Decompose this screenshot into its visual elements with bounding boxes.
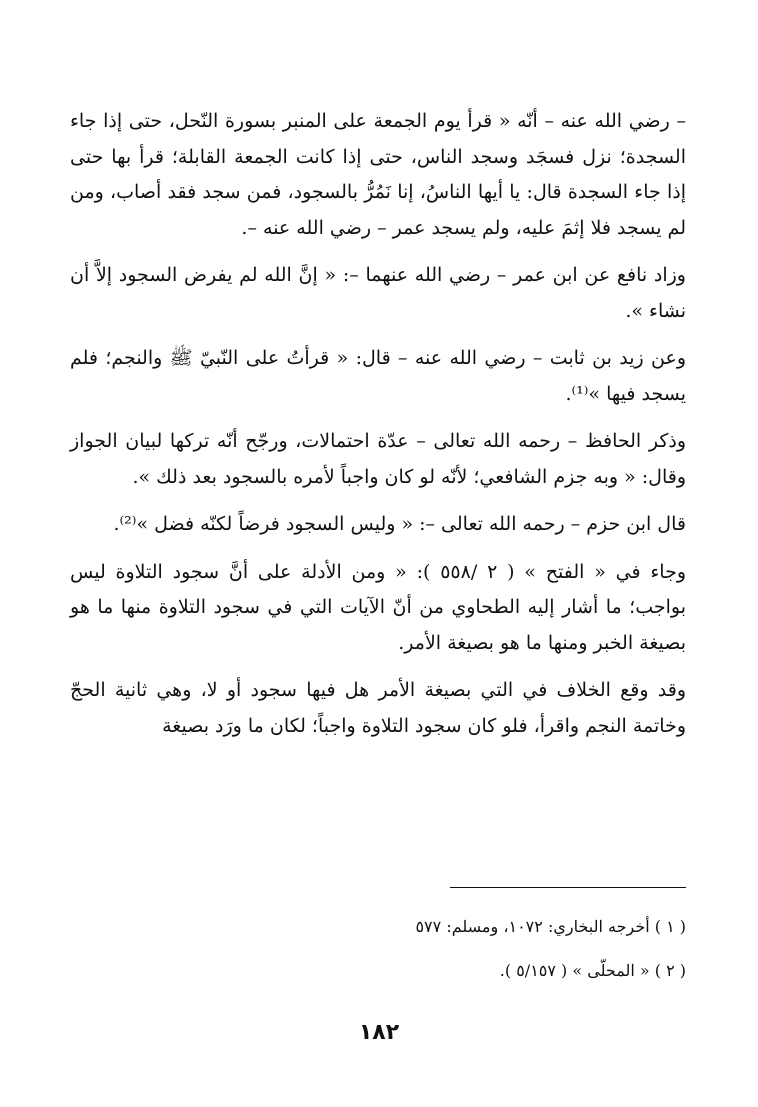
main-text [70,104,686,756]
paragraph-4: وذكر الحافظ – رحمه الله تعالى – عدّة احتمالات، ورجّح أنّه تركها لبيان الجواز وقال: « وبه جزم الشافعي؛ لأنّه لو كان واجباً لأمره بالسجود بعد ذلك ». [70,430,686,488]
footnote-2: ( ٢ ) « المحلّى » ( ٥/١٥٧ ). [499,961,686,980]
footnote-divider [450,887,686,888]
paragraph-6: وجاء في « الفتح » ( ٢ /٥٥٨ ): « ومن الأدلة على أنَّ سجود التلاوة ليس بواجب؛ ما أشار إليه الطحاوي من أنّ الآيات التي في سجود التلاوة منها ما هو بصيغة الخبر ومنها ما هو بصيغة الأمر. [70,560,687,654]
page-number: ١٨٢ [358,1020,400,1045]
paragraph-5: قال ابن حزم – رحمه الله تعالى –: « وليس السجود فرضاً لكنّه فضل »⁽²⁾. [113,513,686,535]
paragraph-2: وزاد نافع عن ابن عمر – رضي الله عنهما –: « إنَّ الله لم يفرض السجود إلاَّ أن نشاء ». [70,264,686,322]
footnotes [300,905,686,993]
footnote-1: ( ١ ) أخرجه البخاري: ١٠٧٢، ومسلم: ٥٧٧ [415,917,686,936]
paragraph-1: – رضي الله عنه – أنّه « قرأ يوم الجمعة على المنبر بسورة النّحل، حتى إذا جاء السجدة؛ نزل فسجَد وسجد الناس، حتى إذا كانت الجمعة القابلة؛ قرأ بها حتى إذا جاء السجدة قال: يا أيها الناسُ، إنا نَمُرُّ بالسجود، فمن سجد فقد أصاب، ومن لم يسجد فلا إثمَ عليه، ولم يسجد عمر – رضي الله عنه –. [70,110,686,239]
paragraph-7: وقد وقع الخلاف في التي بصيغة الأمر هل فيها سجود أو لا، وهي ثانية الحجّ وخاتمة النجم واقرأ، فلو كان سجود التلاوة واجباً؛ لكان ما ورَد بصيغة [70,679,686,737]
paragraph-3: وعن زيد بن ثابت – رضي الله عنه – قال: « قرأتُ على النّبيّ ﷺ والنجم؛ فلم يسجد فيها »⁽¹⁾. [70,347,686,405]
